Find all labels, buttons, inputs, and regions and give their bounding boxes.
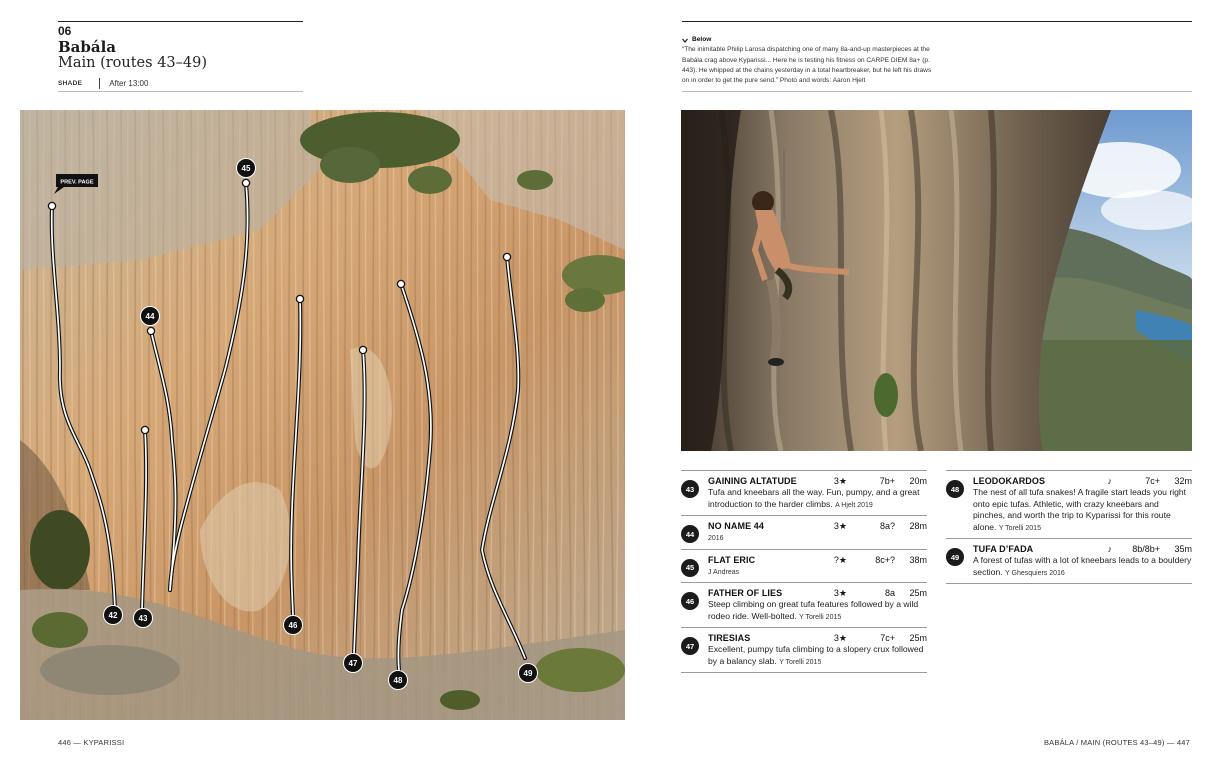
route-name: FLAT ERIC [708,554,756,565]
route-row-49[interactable] [946,538,1192,584]
route-first-ascent: 2016 [708,535,724,542]
svg-text:46: 46 [288,621,298,630]
sector-name: Babála [58,38,117,56]
route-length: 25m [909,588,927,598]
route-row-45[interactable] [681,549,927,583]
route-length: 38m [909,554,927,565]
shade-value: After 13:00 [109,79,149,88]
route-length: 25m [909,633,927,643]
music-note-icon: ♪ [1107,544,1112,554]
sector-subtitle: Main (routes 43–49) [58,55,208,71]
route-first-ascent: Y Torelli 2015 [799,613,842,621]
route-first-ascent: A Hjelt 2019 [835,501,873,509]
route-description: The nest of all tufa snakes! A fragile start leads you right onto epic tufas. Athletic, with crazy kneebars and pinches, and worth the trip to Kyparissi for this route alone. [973,487,1187,532]
route-marker-49[interactable] [519,664,538,683]
route-grade: 7c+ [880,633,895,643]
route-marker-46[interactable] [284,616,303,635]
route-description: Excellent, pumpy tufa climbing to a slopery crux followed by a balancy slab. [708,644,924,666]
route-number-badge: 45 [681,559,699,577]
svg-text:44: 44 [145,312,155,321]
header-rule [58,21,303,22]
route-number-badge: 49 [946,548,964,566]
route-marker-42[interactable] [104,606,123,625]
caption-text: “The inimitable Philip Larosa dispatching one of many 8a-and-up masterpieces at the Babála crag above Kyparissi... Here he is testing his fitness on CARPE DIEM 8a+ (p. 443). He whipped at the chains yesterday in a total heartbreaker, but he left his draws on in order to get the pure send.” Photo and words: Aaron Hjelt [682,46,932,85]
route-name: LEODOKARDOS [973,476,1046,486]
route-name: FATHER OF LIES [708,588,783,598]
route-number-badge: 44 [681,525,699,543]
shade-divider [99,78,100,89]
route-grade: 8c+? [875,554,895,565]
svg-text:45: 45 [241,164,251,173]
route-marker-45[interactable] [237,159,256,178]
route-stars: 3★ [833,476,847,486]
route-first-ascent: Y Torelli 2015 [998,524,1041,532]
caption-title: Below [692,36,712,43]
route-marker-43[interactable] [134,609,153,628]
route-grade: 8a [884,588,895,598]
route-length: 32m [1174,476,1192,486]
route-table-right [946,470,1192,584]
route-number-badge: 48 [946,480,964,498]
route-number-badge: 47 [681,637,699,655]
route-row-44[interactable] [681,515,927,549]
climber-photo [681,110,1192,451]
svg-text:43: 43 [138,614,148,623]
route-first-ascent: J Andreas [708,568,740,576]
route-stars: ?★ [833,554,847,565]
route-name: TUFA D’FADA [973,544,1034,554]
route-grade: 8b/8b+ [1132,544,1160,554]
photo-caption [682,35,932,86]
route-grade: 8a? [879,521,895,531]
route-grade: 7b+ [879,476,895,486]
footer-right-page-number: BABÁLA / MAIN (ROUTES 43–49) — 447 [1043,738,1190,747]
route-length: 35m [1174,544,1192,554]
route-stars: 3★ [833,588,847,598]
svg-text:48: 48 [393,676,403,685]
svg-text:PREV. PAGE: PREV. PAGE [60,179,94,186]
route-row-47[interactable] [681,627,927,673]
route-name: NO NAME 44 [708,521,765,531]
svg-text:47: 47 [348,659,358,668]
route-number-badge: 43 [681,480,699,498]
route-length: 20m [909,476,927,486]
route-number-badge: 46 [681,592,699,610]
shade-info [58,78,148,89]
route-marker-44[interactable] [141,307,160,326]
route-first-ascent: Y Ghesquiers 2016 [1005,569,1065,577]
route-marker-47[interactable] [344,654,363,673]
route-row-48[interactable] [946,470,1192,538]
svg-text:42: 42 [108,611,118,620]
sector-number: 06 [58,24,72,38]
route-stars: 3★ [833,633,847,643]
route-grade: 7c+ [1145,476,1160,486]
route-name: GAINING ALTATUDE [708,476,797,486]
route-row-43[interactable] [681,470,927,515]
topo-photo [20,110,625,720]
footer-left-page-number: 446 — KYPARISSI [58,738,125,747]
chevron-down-icon [682,38,688,43]
music-note-icon: ♪ [1107,476,1112,486]
header-bottom-rule [58,91,303,92]
route-description: A forest of tufas with a lot of kneebars leads to a bouldery section. [973,555,1192,577]
route-marker-48[interactable] [389,671,408,690]
route-description: Steep climbing on great tufa features followed by a wild rodeo ride. Well-bolted. [708,599,919,621]
caption-bottom-rule [682,91,1192,92]
route-description: Tufa and kneebars all the way. Fun, pumpy, and a great introduction to the harder climbs. [708,487,920,509]
right-header-rule [682,21,1192,22]
route-table-left [681,470,927,673]
route-length: 28m [909,521,927,531]
svg-text:49: 49 [523,669,533,678]
shade-label: SHADE [58,80,83,87]
route-name: TIRESIAS [708,633,751,643]
route-row-46[interactable] [681,582,927,627]
route-stars: 3★ [833,521,847,531]
route-first-ascent: Y Torelli 2015 [779,658,822,666]
